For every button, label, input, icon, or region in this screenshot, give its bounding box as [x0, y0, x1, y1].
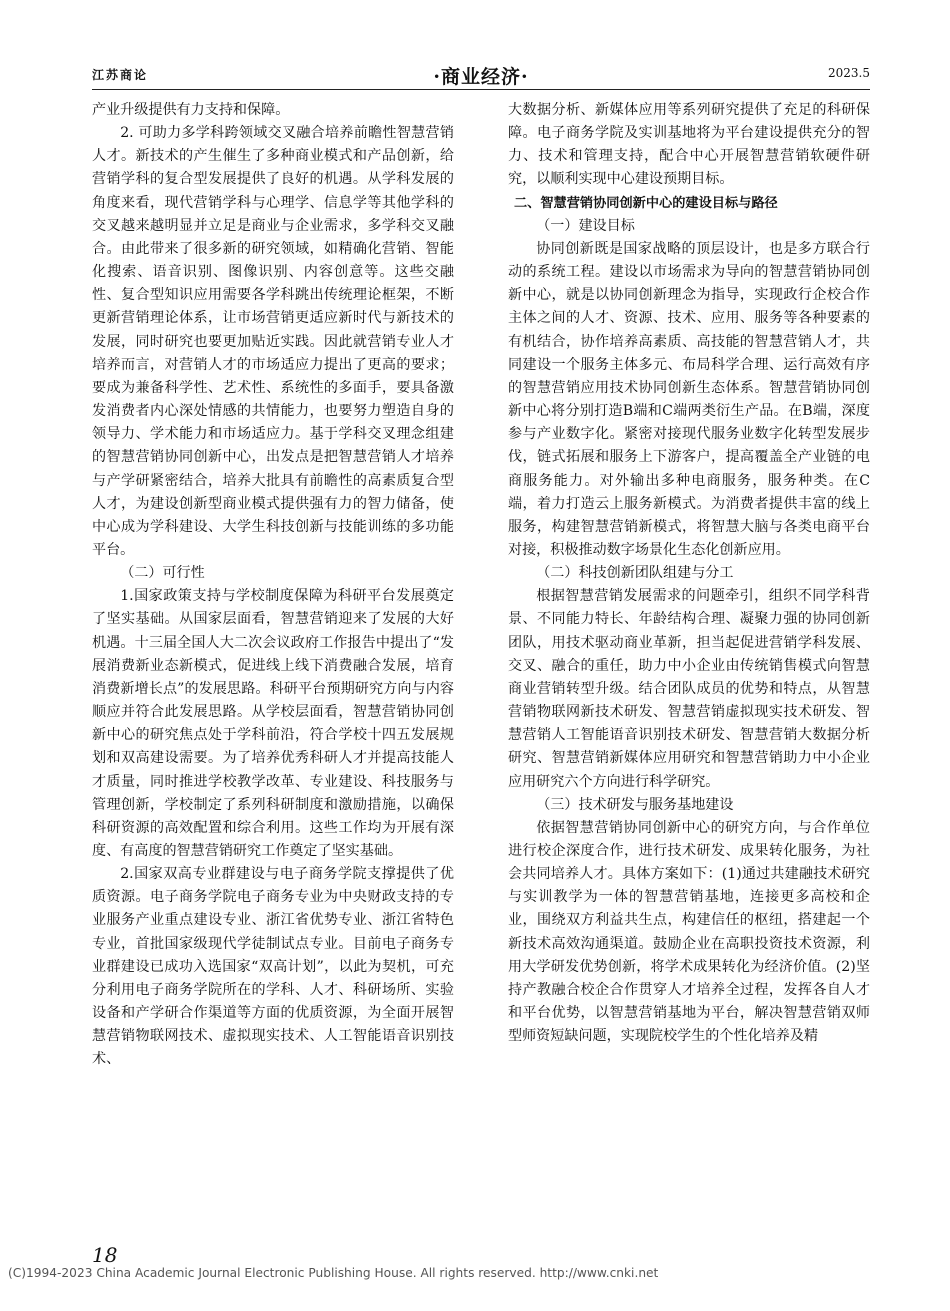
- subsection-heading: （三）技术研发与服务基地建设: [536, 796, 734, 813]
- paragraph: 依据智慧营销协同创新中心的研究方向，与合作单位进行校企深度合作，进行技术研发、成果转化服务，为社会共同培养人才。具体方案如下：(1)通过共建融技术研究与实训教学为一体的智慧营销基地，连接更多高校和企业，围绕双方利益共生点，构建信任的枢纽，搭建起一个新技术高效沟通渠道。鼓励企业在高职投资技术资源，利用大学研发优势创新，将学术成果转化为经济价值。(2)坚持产教融合校企合作贯穿人才培养全过程，发挥各自人才和平台优势，以智慧营销基地为平台，解决智慧营销双师型师资短缺问题，实现院校学生的个性化培养及精: [508, 819, 870, 1045]
- section-title: ·商业经济·: [433, 66, 529, 88]
- subsection-heading: （一）建设目标: [536, 217, 635, 234]
- left-column: [92, 99, 454, 1072]
- paragraph: 根据智慧营销发展需求的问题牵引，组织不同学科背景、不同能力特长、年龄结构合理、凝聚力强的协同创新团队，用技术驱动商业革新，担当起促进营销学科发展、交叉、融合的重任，助力中小企业由传统销售模式向智慧商业营销转型升级。结合团队成员的优势和特点，从智慧营销物联网新技术研发、智慧营销虚拟现实技术研发、智慧营销人工智能语音识别技术研发、智慧营销大数据分析研究、智慧营销新媒体应用研究和智慧营销助力中小企业应用研究六个方向进行科学研究。: [508, 588, 870, 790]
- paragraph: 2.国家双高专业群建设与电子商务学院支撑提供了优质资源。电子商务学院电子商务专业为中央财政支持的专业服务产业重点建设专业、浙江省优势专业、浙江省特色专业，首批国家级现代学徒制试点专业。目前电子商务专业群建设已成功入选国家“双高计划”，以此为契机，可充分利用电子商务学院所在的学科、人才、科研场所、实验设备和产学研合作渠道等方面的优质资源，为全面开展智慧营销物联网技术、虚拟现实技术、人工智能语音识别技术、: [92, 866, 454, 1068]
- page-number: 18: [92, 1243, 118, 1267]
- paragraph: 产业升级提供有力支持和保障。: [92, 102, 290, 118]
- paragraph: 大数据分析、新媒体应用等系列研究提供了充足的科研保障。电子商务学院及实训基地将为平台建设提供充分的智力、技术和管理支持，配合中心开展智慧营销软硬件研究，以顺利实现中心建设预期目标。: [508, 102, 870, 188]
- subsection-heading: （二）可行性: [120, 565, 205, 582]
- paragraph: 2. 可助力多学科跨领域交叉融合培养前瞻性智慧营销人才。新技术的产生催生了多种商业模式和产品创新，给营销学科的复合型发展提供了良好的机遇。从学科发展的角度来看，现代营销学科与心理学、信息学等其他学科的交叉越来越明显并立足是商业与企业需求，多学科交叉融合。由此带来了很多新的研究领域，如精确化营销、智能化搜索、语音识别、图像识别、内容创意等。这些交融性、复合型知识应用需要各学科跳出传统理论框架，不断更新营销理论体系，让市场营销更适应新时代与新技术的发展，同时研究也要更加贴近实践。因此就营销专业人才培养而言，对营销人才的市场适应力提出了更高的要求；要成为兼备科学性、艺术性、系统性的多面手，要具备激发消费者内心深处情感的共情能力，也要努力塑造自身的领导力、学术能力和市场适应力。基于学科交叉理念组建的智慧营销协同创新中心，出发点是把智慧营销人才培养与产学研紧密结合，培养大批具有前瞻性的高素质复合型人才，为建设创新型商业模式提供强有力的智力储备，使中心成为学科建设、大学生科技创新与技能训练的多功能平台。: [92, 125, 454, 558]
- subsection-heading: （二）科技创新团队组建与分工: [536, 565, 734, 582]
- paragraph: 协同创新既是国家战略的顶层设计，也是多方联合行动的系统工程。建设以市场需求为导向的智慧营销协同创新中心，就是以协同创新理念为指导，实现政行企校合作主体之间的人才、资源、技术、应用、服务等各种要素的有机结合，协作培养高素质、高技能的智慧营销人才，共同建设一个服务主体多元、布局科学合理、运行高效有序的智慧营销应用技术协同创新生态体系。智慧营销协同创新中心将分别打造B端和C端两类衍生产品。在B端，深度参与产业数字化。紧密对接现代服务业数字化转型发展步伐，链式拓展和服务上下游客户，提高覆盖全产业链的电商服务能力。对外输出多种电商服务，服务种类。在C端，着力打造云上服务新模式。为消费者提供丰富的线上服务，构建智慧营销新模式，将智慧大脑与各类电商平台对接，积极推动数字场景化生态化创新应用。: [508, 240, 870, 558]
- journal-name: 江苏商论: [92, 68, 149, 82]
- header-rule: [92, 89, 870, 90]
- issue-number: 2023.5: [828, 66, 870, 80]
- paragraph: 1.国家政策支持与学校制度保障为科研平台发展奠定了坚实基础。从国家层面看，智慧营销迎来了发展的大好机遇。十三届全国人大二次会议政府工作报告中提出了“发展消费新业态新模式，促进线上线下消费融合发展，培育消费新增长点”的发展思路。科研平台预期研究方向与内容顺应并符合此发展思路。从学校层面看，智慧营销协同创新中心的研究焦点处于学科前沿，符合学校十四五发展规划和双高建设需要。为了培养优秀科研人才并提高技能人才质量，同时推进学校教学改革、专业建设、科技服务与管理创新，学校制定了系列科研制度和激励措施，以确保科研资源的高效配置和综合利用。这些工作均为开展有深度、有高度的智慧营销研究工作奠定了坚实基础。: [92, 588, 454, 859]
- copyright-footer: (C)1994-2023 China Academic Journal Electronic Publishing House. All rights reserved. http://www.cnki.net: [8, 1266, 659, 1280]
- section-heading: 二、智慧营销协同创新中心的建设目标与路径: [514, 195, 778, 211]
- page-header: [92, 62, 870, 88]
- right-column: [508, 99, 870, 1048]
